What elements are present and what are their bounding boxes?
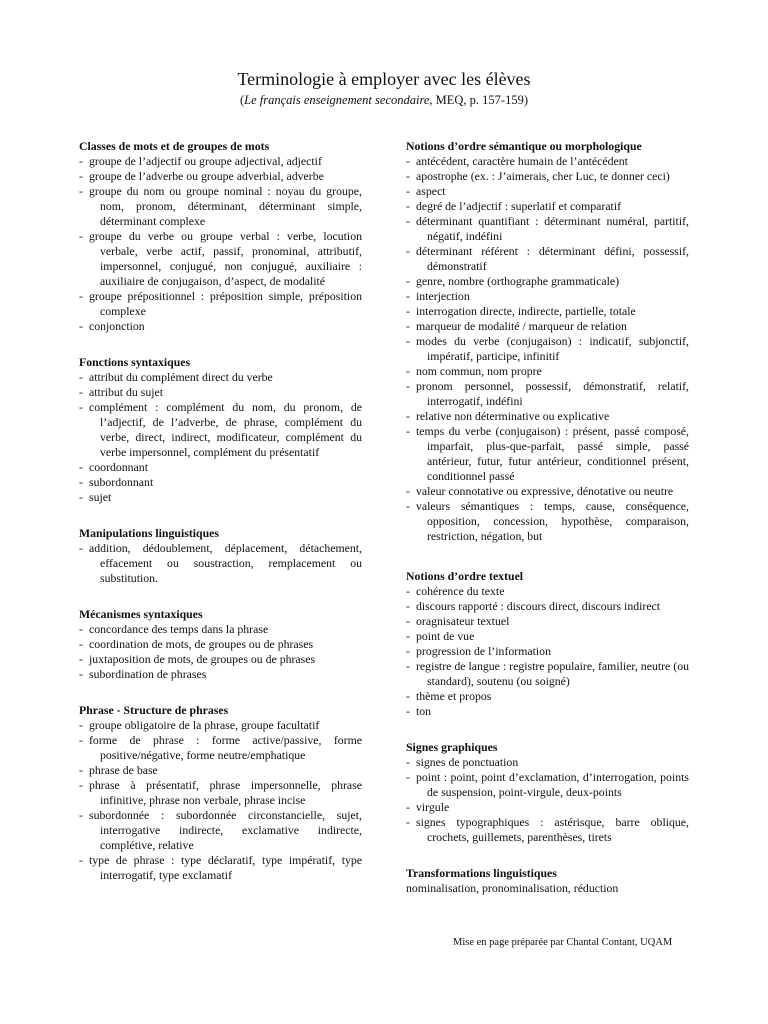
bullet-dash: - xyxy=(79,460,83,474)
bullet-dash: - xyxy=(406,319,410,333)
list-item-text: thème et propos xyxy=(416,689,492,703)
term-list xyxy=(79,154,362,334)
list-item xyxy=(79,763,362,778)
bullet-dash: - xyxy=(406,629,410,643)
list-item-text: groupe de l’adjectif ou groupe adjectival, adjectif xyxy=(89,154,322,168)
list-item xyxy=(79,622,362,637)
list-item-text: point : point, point d’exclamation, d’interrogation, points de suspension, point-virgule, deux-points xyxy=(416,770,689,799)
list-item-text: valeurs sémantiques : temps, cause, conséquence, opposition, concession, hypothèse, comparaison, restriction, négation, but xyxy=(416,499,689,543)
list-item-text: déterminant quantifiant : déterminant numéral, partitif, négatif, indéfini xyxy=(416,214,689,243)
section-classes-de-mots-et-de-groupes-de-mots xyxy=(79,139,362,334)
list-item-text: sujet xyxy=(89,490,112,504)
list-item-text: oragnisateur textuel xyxy=(416,614,510,628)
list-item xyxy=(406,214,689,244)
list-item-text: ton xyxy=(416,704,432,718)
list-item xyxy=(406,629,689,644)
bullet-dash: - xyxy=(79,667,83,681)
bullet-dash: - xyxy=(406,214,410,228)
section-transformations-linguistiques xyxy=(406,866,689,896)
list-item-text: addition, dédoublement, déplacement, détachement, effacement ou soustraction, remplacement ou substitution. xyxy=(89,541,362,585)
list-item-text: subordonnant xyxy=(89,475,154,489)
list-item xyxy=(79,184,362,229)
bullet-dash: - xyxy=(79,733,83,747)
list-item xyxy=(79,460,362,475)
term-list xyxy=(79,541,362,586)
list-item xyxy=(79,169,362,184)
bullet-dash: - xyxy=(406,244,410,258)
list-item xyxy=(406,800,689,815)
list-item-text: coordonnant xyxy=(89,460,148,474)
term-list xyxy=(406,584,689,719)
bullet-dash: - xyxy=(79,154,83,168)
list-item xyxy=(79,490,362,505)
bullet-dash: - xyxy=(406,424,410,438)
list-item xyxy=(406,599,689,614)
bullet-dash: - xyxy=(79,490,83,504)
term-list xyxy=(79,718,362,883)
list-item-text: forme de phrase : forme active/passive, forme positive/négative, forme neutre/emphatique xyxy=(89,733,362,762)
bullet-dash: - xyxy=(406,614,410,628)
list-item xyxy=(406,409,689,424)
bullet-dash: - xyxy=(79,184,83,198)
section-heading: Notions d’ordre sémantique ou morphologique xyxy=(406,139,642,153)
bullet-dash: - xyxy=(79,400,83,414)
section-heading: Classes de mots et de groupes de mots xyxy=(79,139,270,153)
list-item xyxy=(406,815,689,845)
list-item-text: phrase à présentatif, phrase impersonnelle, phrase infinitive, phrase non verbale, phrase incise xyxy=(89,778,362,807)
list-item xyxy=(406,319,689,334)
page-title: Terminologie à employer avec les élèves xyxy=(237,69,531,89)
bullet-dash: - xyxy=(79,853,83,867)
list-item-text: signes typographiques : astérisque, barre oblique, crochets, guillemets, parenthèses, tirets xyxy=(416,815,689,844)
bullet-dash: - xyxy=(79,475,83,489)
list-item-text: subordonnée : subordonnée circonstancielle, sujet, interrogative indirecte, exclamative indirecte, complétive, relative xyxy=(89,808,362,852)
list-item xyxy=(406,644,689,659)
list-item xyxy=(406,755,689,770)
list-item-text: discours rapporté : discours direct, discours indirect xyxy=(416,599,661,613)
list-item xyxy=(79,289,362,319)
bullet-dash: - xyxy=(406,659,410,673)
list-item-text: déterminant référent : déterminant défini, possessif, démonstratif xyxy=(416,244,689,273)
list-item xyxy=(406,289,689,304)
section-manipulations-linguistiques xyxy=(79,526,362,586)
bullet-dash: - xyxy=(406,599,410,613)
list-item xyxy=(406,244,689,274)
list-item-text: relative non déterminative ou explicative xyxy=(416,409,610,423)
list-item-text: attribut du sujet xyxy=(89,385,164,399)
list-item-text: complément : complément du nom, du pronom, de l’adjectif, de l’adverbe, de phrase, complément du verbe, direct, indirect, modificateur, complément du verbe impersonnel, complément du présentatif xyxy=(89,400,362,459)
bullet-dash: - xyxy=(406,334,410,348)
section-notions-d-ordre-semantique-ou-morphologique xyxy=(406,139,689,544)
list-item xyxy=(79,154,362,169)
section-heading: Manipulations linguistiques xyxy=(79,526,219,540)
list-item-text: groupe du verbe ou groupe verbal : verbe, locution verbale, verbe actif, passif, pronominal, attributif, impersonnel, conjugué, non conjugué, auxiliaire : auxiliaire de conjugaison, d’aspect, de modalité xyxy=(89,229,362,288)
list-item xyxy=(79,778,362,808)
bullet-dash: - xyxy=(79,385,83,399)
section-phrase-structure-de-phrases xyxy=(79,703,362,883)
section-heading: Transformations linguistiques xyxy=(406,866,557,880)
bullet-dash: - xyxy=(406,199,410,213)
section-fonctions-syntaxiques xyxy=(79,355,362,505)
list-item-text: type de phrase : type déclaratif, type impératif, type interrogatif, type exclamatif xyxy=(89,853,362,882)
bullet-dash: - xyxy=(79,778,83,792)
bullet-dash: - xyxy=(406,815,410,829)
list-item xyxy=(406,184,689,199)
list-item-text: marqueur de modalité / marqueur de relation xyxy=(416,319,627,333)
list-item-text: concordance des temps dans la phrase xyxy=(89,622,269,636)
list-item-text: registre de langue : registre populaire, familier, neutre (ou standard), soutenu (ou soigné) xyxy=(416,659,689,688)
list-item xyxy=(406,364,689,379)
list-item xyxy=(406,154,689,169)
list-item-text: phrase de base xyxy=(89,763,158,777)
subtitle-source-title: Le français enseignement secondaire, xyxy=(244,93,433,107)
bullet-dash: - xyxy=(406,184,410,198)
bullet-dash: - xyxy=(79,229,83,243)
list-item-text: coordination de mots, de groupes ou de phrases xyxy=(89,637,314,651)
term-list xyxy=(406,154,689,544)
page-subtitle xyxy=(0,93,768,108)
bullet-dash: - xyxy=(406,304,410,318)
bullet-dash: - xyxy=(79,763,83,777)
list-item xyxy=(79,400,362,460)
bullet-dash: - xyxy=(406,499,410,513)
list-item-text: genre, nombre (orthographe grammaticale) xyxy=(416,274,620,288)
list-item-text: signes de ponctuation xyxy=(416,755,519,769)
list-item xyxy=(79,637,362,652)
list-item-text: apostrophe (ex. : J’aimerais, cher Luc, te donner ceci) xyxy=(416,169,670,183)
list-item xyxy=(79,319,362,334)
list-item xyxy=(406,770,689,800)
bullet-dash: - xyxy=(406,755,410,769)
list-item-text: pronom personnel, possessif, démonstratif, relatif, interrogatif, indéfini xyxy=(416,379,689,408)
list-item-text: interrogation directe, indirecte, partielle, totale xyxy=(416,304,636,318)
list-item-text: groupe obligatoire de la phrase, groupe facultatif xyxy=(89,718,320,732)
list-item xyxy=(406,659,689,689)
list-item-text: aspect xyxy=(416,184,446,198)
bullet-dash: - xyxy=(79,808,83,822)
list-item xyxy=(79,808,362,853)
list-item-text: groupe du nom ou groupe nominal : noyau du groupe, nom, pronom, déterminant, déterminant simple, déterminant complexe xyxy=(89,184,362,228)
section-notions-d-ordre-textuel xyxy=(406,569,689,719)
right-column xyxy=(406,139,689,917)
bullet-dash: - xyxy=(79,637,83,651)
list-item-text: modes du verbe (conjugaison) : indicatif, subjonctif, impératif, participe, infinitif xyxy=(416,334,689,363)
list-item-text: groupe de l’adverbe ou groupe adverbial, adverbe xyxy=(89,169,324,183)
bullet-dash: - xyxy=(79,289,83,303)
list-item xyxy=(79,229,362,289)
section-mecanismes-syntaxiques xyxy=(79,607,362,682)
list-item xyxy=(79,733,362,763)
list-item xyxy=(406,484,689,499)
bullet-dash: - xyxy=(406,154,410,168)
list-item xyxy=(406,614,689,629)
bullet-dash: - xyxy=(406,379,410,393)
term-list xyxy=(406,755,689,845)
list-item-text: conjonction xyxy=(89,319,145,333)
subtitle-open-paren: ( xyxy=(239,93,245,107)
section-text: nominalisation, pronominalisation, réduction xyxy=(406,881,619,895)
list-item xyxy=(79,541,362,586)
list-item xyxy=(406,584,689,599)
list-item xyxy=(406,424,689,484)
bullet-dash: - xyxy=(406,364,410,378)
section-heading: Phrase - Structure de phrases xyxy=(79,703,229,717)
list-item-text: nom commun, nom propre xyxy=(416,364,542,378)
section-signes-graphiques xyxy=(406,740,689,845)
section-heading: Mécanismes syntaxiques xyxy=(79,607,203,621)
list-item-text: cohérence du texte xyxy=(416,584,505,598)
list-item xyxy=(406,499,689,544)
bullet-dash: - xyxy=(406,800,410,814)
list-item-text: virgule xyxy=(416,800,450,814)
bullet-dash: - xyxy=(406,704,410,718)
bullet-dash: - xyxy=(406,584,410,598)
list-item xyxy=(406,379,689,409)
list-item xyxy=(406,169,689,184)
list-item xyxy=(406,199,689,214)
list-item xyxy=(406,704,689,719)
list-item-text: groupe prépositionnel : préposition simple, préposition complexe xyxy=(89,289,362,318)
list-item-text: juxtaposition de mots, de groupes ou de phrases xyxy=(89,652,316,666)
term-list xyxy=(79,370,362,505)
list-item-text: attribut du complément direct du verbe xyxy=(89,370,273,384)
bullet-dash: - xyxy=(79,319,83,333)
section-heading: Fonctions syntaxiques xyxy=(79,355,191,369)
list-item-text: progression de l’information xyxy=(416,644,551,658)
list-item xyxy=(79,370,362,385)
list-item-text: subordination de phrases xyxy=(89,667,207,681)
list-item-text: interjection xyxy=(416,289,470,303)
bullet-dash: - xyxy=(406,644,410,658)
list-item-text: degré de l’adjectif : superlatif et comparatif xyxy=(416,199,622,213)
list-item xyxy=(406,274,689,289)
list-item xyxy=(79,652,362,667)
bullet-dash: - xyxy=(79,169,83,183)
bullet-dash: - xyxy=(406,169,410,183)
bullet-dash: - xyxy=(79,622,83,636)
list-item xyxy=(79,718,362,733)
footer-credit: Mise en page préparée par Chantal Contant, UQAM xyxy=(453,937,673,948)
list-item xyxy=(79,385,362,400)
bullet-dash: - xyxy=(406,689,410,703)
section-heading: Signes graphiques xyxy=(406,740,498,754)
list-item xyxy=(406,304,689,319)
section-heading: Notions d’ordre textuel xyxy=(406,569,524,583)
bullet-dash: - xyxy=(406,409,410,423)
list-item-text: valeur connotative ou expressive, dénotative ou neutre xyxy=(416,484,674,498)
list-item-text: temps du verbe (conjugaison) : présent, passé composé, imparfait, plus-que-parfait, passé simple, passé antérieur, futur, futur antérieur, conditionnel présent, conditionnel passé xyxy=(416,424,689,483)
list-item xyxy=(79,853,362,883)
list-item xyxy=(79,475,362,490)
list-item-text: point de vue xyxy=(416,629,475,643)
left-column xyxy=(79,139,362,904)
bullet-dash: - xyxy=(406,274,410,288)
bullet-dash: - xyxy=(79,652,83,666)
list-item xyxy=(406,689,689,704)
term-list xyxy=(79,622,362,682)
list-item xyxy=(79,667,362,682)
subtitle-reference: MEQ, p. 157-159) xyxy=(432,93,529,107)
list-item-text: antécédent, caractère humain de l’antécédent xyxy=(416,154,628,168)
bullet-dash: - xyxy=(79,370,83,384)
list-item xyxy=(406,334,689,364)
bullet-dash: - xyxy=(406,484,410,498)
bullet-dash: - xyxy=(406,770,410,784)
bullet-dash: - xyxy=(79,718,83,732)
bullet-dash: - xyxy=(79,541,83,555)
bullet-dash: - xyxy=(406,289,410,303)
